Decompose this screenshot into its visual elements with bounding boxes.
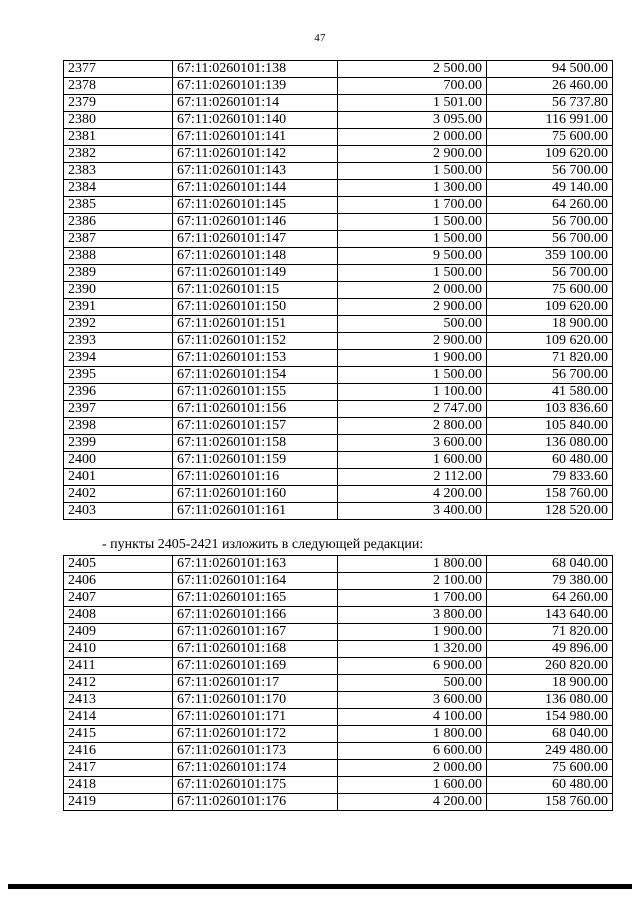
- area-cell: 1 900.00: [338, 624, 487, 641]
- cadastral-number-cell: 67:11:0260101:155: [173, 384, 338, 401]
- value-cell: 103 836.60: [487, 401, 613, 418]
- item-number-cell: 2382: [64, 146, 173, 163]
- value-cell: 116 991.00: [487, 112, 613, 129]
- cadastral-number-cell: 67:11:0260101:174: [173, 760, 338, 777]
- cadastral-number-cell: 67:11:0260101:169: [173, 658, 338, 675]
- page-number: 47: [314, 32, 326, 44]
- value-cell: 75 600.00: [487, 129, 613, 146]
- value-cell: 18 900.00: [487, 316, 613, 333]
- table-row: [64, 146, 613, 163]
- value-cell: 71 820.00: [487, 350, 613, 367]
- item-number-cell: 2409: [64, 624, 173, 641]
- area-cell: 1 320.00: [338, 641, 487, 658]
- value-cell: 359 100.00: [487, 248, 613, 265]
- cadastral-number-cell: 67:11:0260101:139: [173, 78, 338, 95]
- cadastral-number-cell: 67:11:0260101:140: [173, 112, 338, 129]
- table-row: [64, 61, 613, 78]
- value-cell: 249 480.00: [487, 743, 613, 760]
- table-row: [64, 78, 613, 95]
- table-row: [64, 401, 613, 418]
- value-cell: 56 700.00: [487, 265, 613, 282]
- cadastral-number-cell: 67:11:0260101:141: [173, 129, 338, 146]
- table-row: [64, 692, 613, 709]
- value-cell: 41 580.00: [487, 384, 613, 401]
- area-cell: 2 900.00: [338, 299, 487, 316]
- area-cell: 1 700.00: [338, 590, 487, 607]
- parcel-table-1: [63, 60, 613, 520]
- area-cell: 1 600.00: [338, 777, 487, 794]
- cadastral-number-cell: 67:11:0260101:148: [173, 248, 338, 265]
- cadastral-number-cell: 67:11:0260101:170: [173, 692, 338, 709]
- table-row: [64, 95, 613, 112]
- area-cell: 6 600.00: [338, 743, 487, 760]
- table-row: [64, 333, 613, 350]
- cadastral-number-cell: 67:11:0260101:146: [173, 214, 338, 231]
- item-number-cell: 2402: [64, 486, 173, 503]
- cadastral-number-cell: 67:11:0260101:14: [173, 95, 338, 112]
- cadastral-number-cell: 67:11:0260101:153: [173, 350, 338, 367]
- value-cell: 64 260.00: [487, 197, 613, 214]
- area-cell: 2 000.00: [338, 760, 487, 777]
- item-number-cell: 2415: [64, 726, 173, 743]
- table-row: [64, 248, 613, 265]
- value-cell: 49 896.00: [487, 641, 613, 658]
- item-number-cell: 2396: [64, 384, 173, 401]
- bottom-rule: [8, 884, 632, 889]
- area-cell: 3 400.00: [338, 503, 487, 520]
- cadastral-number-cell: 67:11:0260101:138: [173, 61, 338, 78]
- table-row: [64, 435, 613, 452]
- table-row: [64, 197, 613, 214]
- area-cell: 1 500.00: [338, 214, 487, 231]
- value-cell: 260 820.00: [487, 658, 613, 675]
- item-number-cell: 2392: [64, 316, 173, 333]
- item-number-cell: 2388: [64, 248, 173, 265]
- cadastral-number-cell: 67:11:0260101:145: [173, 197, 338, 214]
- table-row: [64, 794, 613, 811]
- value-cell: 79 833.60: [487, 469, 613, 486]
- item-number-cell: 2416: [64, 743, 173, 760]
- area-cell: 1 900.00: [338, 350, 487, 367]
- area-cell: 6 900.00: [338, 658, 487, 675]
- value-cell: 26 460.00: [487, 78, 613, 95]
- table-row: [64, 452, 613, 469]
- area-cell: 4 200.00: [338, 486, 487, 503]
- cadastral-number-cell: 67:11:0260101:143: [173, 163, 338, 180]
- value-cell: 56 700.00: [487, 214, 613, 231]
- table-row: [64, 282, 613, 299]
- cadastral-number-cell: 67:11:0260101:154: [173, 367, 338, 384]
- cadastral-number-cell: 67:11:0260101:152: [173, 333, 338, 350]
- item-number-cell: 2384: [64, 180, 173, 197]
- area-cell: 2 900.00: [338, 146, 487, 163]
- value-cell: 56 700.00: [487, 367, 613, 384]
- area-cell: 1 100.00: [338, 384, 487, 401]
- item-number-cell: 2403: [64, 503, 173, 520]
- cadastral-number-cell: 67:11:0260101:161: [173, 503, 338, 520]
- item-number-cell: 2413: [64, 692, 173, 709]
- cadastral-number-cell: 67:11:0260101:159: [173, 452, 338, 469]
- value-cell: 158 760.00: [487, 486, 613, 503]
- table-row: [64, 367, 613, 384]
- value-cell: 128 520.00: [487, 503, 613, 520]
- area-cell: 3 600.00: [338, 435, 487, 452]
- table-row: [64, 760, 613, 777]
- area-cell: 2 800.00: [338, 418, 487, 435]
- item-number-cell: 2386: [64, 214, 173, 231]
- table-row: [64, 743, 613, 760]
- area-cell: 3 095.00: [338, 112, 487, 129]
- cadastral-number-cell: 67:11:0260101:16: [173, 469, 338, 486]
- item-number-cell: 2399: [64, 435, 173, 452]
- item-number-cell: 2407: [64, 590, 173, 607]
- value-cell: 105 840.00: [487, 418, 613, 435]
- cadastral-number-cell: 67:11:0260101:164: [173, 573, 338, 590]
- parcel-table-2: [63, 555, 613, 811]
- value-cell: 75 600.00: [487, 282, 613, 299]
- table-row: [64, 350, 613, 367]
- area-cell: 1 300.00: [338, 180, 487, 197]
- area-cell: 1 500.00: [338, 231, 487, 248]
- value-cell: 136 080.00: [487, 435, 613, 452]
- table-row: [64, 163, 613, 180]
- cadastral-number-cell: 67:11:0260101:175: [173, 777, 338, 794]
- item-number-cell: 2397: [64, 401, 173, 418]
- area-cell: 1 500.00: [338, 367, 487, 384]
- cadastral-number-cell: 67:11:0260101:156: [173, 401, 338, 418]
- amendment-instruction: - пункты 2405-2421 изложить в следующей редакции:: [102, 537, 424, 552]
- cadastral-number-cell: 67:11:0260101:15: [173, 282, 338, 299]
- value-cell: 109 620.00: [487, 146, 613, 163]
- table-row: [64, 675, 613, 692]
- item-number-cell: 2411: [64, 658, 173, 675]
- value-cell: 109 620.00: [487, 299, 613, 316]
- table-row: [64, 180, 613, 197]
- area-cell: 2 000.00: [338, 129, 487, 146]
- table-row: [64, 709, 613, 726]
- cadastral-number-cell: 67:11:0260101:172: [173, 726, 338, 743]
- area-cell: 1 800.00: [338, 556, 487, 573]
- item-number-cell: 2387: [64, 231, 173, 248]
- area-cell: 2 900.00: [338, 333, 487, 350]
- value-cell: 79 380.00: [487, 573, 613, 590]
- value-cell: 154 980.00: [487, 709, 613, 726]
- value-cell: 143 640.00: [487, 607, 613, 624]
- cadastral-number-cell: 67:11:0260101:157: [173, 418, 338, 435]
- cadastral-number-cell: 67:11:0260101:173: [173, 743, 338, 760]
- value-cell: 75 600.00: [487, 760, 613, 777]
- table-row: [64, 265, 613, 282]
- value-cell: 68 040.00: [487, 726, 613, 743]
- area-cell: 700.00: [338, 78, 487, 95]
- item-number-cell: 2385: [64, 197, 173, 214]
- item-number-cell: 2419: [64, 794, 173, 811]
- cadastral-number-cell: 67:11:0260101:163: [173, 556, 338, 573]
- cadastral-number-cell: 67:11:0260101:166: [173, 607, 338, 624]
- cadastral-number-cell: 67:11:0260101:167: [173, 624, 338, 641]
- item-number-cell: 2391: [64, 299, 173, 316]
- item-number-cell: 2410: [64, 641, 173, 658]
- table-row: [64, 231, 613, 248]
- item-number-cell: 2377: [64, 61, 173, 78]
- value-cell: 60 480.00: [487, 452, 613, 469]
- cadastral-number-cell: 67:11:0260101:144: [173, 180, 338, 197]
- item-number-cell: 2381: [64, 129, 173, 146]
- table-row: [64, 573, 613, 590]
- value-cell: 56 700.00: [487, 231, 613, 248]
- area-cell: 2 500.00: [338, 61, 487, 78]
- value-cell: 158 760.00: [487, 794, 613, 811]
- item-number-cell: 2417: [64, 760, 173, 777]
- table-row: [64, 486, 613, 503]
- item-number-cell: 2418: [64, 777, 173, 794]
- cadastral-number-cell: 67:11:0260101:176: [173, 794, 338, 811]
- table-row: [64, 469, 613, 486]
- cadastral-number-cell: 67:11:0260101:149: [173, 265, 338, 282]
- item-number-cell: 2395: [64, 367, 173, 384]
- item-number-cell: 2401: [64, 469, 173, 486]
- table-row: [64, 503, 613, 520]
- item-number-cell: 2408: [64, 607, 173, 624]
- area-cell: 2 100.00: [338, 573, 487, 590]
- area-cell: 3 600.00: [338, 692, 487, 709]
- item-number-cell: 2398: [64, 418, 173, 435]
- value-cell: 60 480.00: [487, 777, 613, 794]
- table-row: [64, 129, 613, 146]
- value-cell: 109 620.00: [487, 333, 613, 350]
- table-row: [64, 556, 613, 573]
- area-cell: 1 500.00: [338, 265, 487, 282]
- table-row: [64, 726, 613, 743]
- area-cell: 2 000.00: [338, 282, 487, 299]
- area-cell: 1 800.00: [338, 726, 487, 743]
- cadastral-number-cell: 67:11:0260101:142: [173, 146, 338, 163]
- item-number-cell: 2378: [64, 78, 173, 95]
- cadastral-number-cell: 67:11:0260101:168: [173, 641, 338, 658]
- value-cell: 18 900.00: [487, 675, 613, 692]
- table-row: [64, 641, 613, 658]
- item-number-cell: 2380: [64, 112, 173, 129]
- area-cell: 2 112.00: [338, 469, 487, 486]
- item-number-cell: 2394: [64, 350, 173, 367]
- value-cell: 136 080.00: [487, 692, 613, 709]
- table-row: [64, 590, 613, 607]
- area-cell: 4 100.00: [338, 709, 487, 726]
- table-row: [64, 624, 613, 641]
- item-number-cell: 2412: [64, 675, 173, 692]
- cadastral-number-cell: 67:11:0260101:150: [173, 299, 338, 316]
- area-cell: 500.00: [338, 675, 487, 692]
- value-cell: 56 737.80: [487, 95, 613, 112]
- item-number-cell: 2406: [64, 573, 173, 590]
- area-cell: 500.00: [338, 316, 487, 333]
- table-row: [64, 214, 613, 231]
- value-cell: 56 700.00: [487, 163, 613, 180]
- value-cell: 94 500.00: [487, 61, 613, 78]
- table-row: [64, 384, 613, 401]
- table-row: [64, 658, 613, 675]
- cadastral-number-cell: 67:11:0260101:17: [173, 675, 338, 692]
- item-number-cell: 2389: [64, 265, 173, 282]
- area-cell: 1 700.00: [338, 197, 487, 214]
- table-row: [64, 607, 613, 624]
- item-number-cell: 2393: [64, 333, 173, 350]
- value-cell: 49 140.00: [487, 180, 613, 197]
- table-row: [64, 299, 613, 316]
- value-cell: 68 040.00: [487, 556, 613, 573]
- area-cell: 4 200.00: [338, 794, 487, 811]
- area-cell: 9 500.00: [338, 248, 487, 265]
- cadastral-number-cell: 67:11:0260101:158: [173, 435, 338, 452]
- table-row: [64, 777, 613, 794]
- area-cell: 1 501.00: [338, 95, 487, 112]
- item-number-cell: 2379: [64, 95, 173, 112]
- value-cell: 71 820.00: [487, 624, 613, 641]
- value-cell: 64 260.00: [487, 590, 613, 607]
- cadastral-number-cell: 67:11:0260101:165: [173, 590, 338, 607]
- cadastral-number-cell: 67:11:0260101:160: [173, 486, 338, 503]
- table-row: [64, 418, 613, 435]
- item-number-cell: 2400: [64, 452, 173, 469]
- table-row: [64, 316, 613, 333]
- item-number-cell: 2414: [64, 709, 173, 726]
- area-cell: 3 800.00: [338, 607, 487, 624]
- area-cell: 1 500.00: [338, 163, 487, 180]
- table-row: [64, 112, 613, 129]
- area-cell: 2 747.00: [338, 401, 487, 418]
- item-number-cell: 2383: [64, 163, 173, 180]
- area-cell: 1 600.00: [338, 452, 487, 469]
- item-number-cell: 2390: [64, 282, 173, 299]
- cadastral-number-cell: 67:11:0260101:147: [173, 231, 338, 248]
- cadastral-number-cell: 67:11:0260101:151: [173, 316, 338, 333]
- cadastral-number-cell: 67:11:0260101:171: [173, 709, 338, 726]
- item-number-cell: 2405: [64, 556, 173, 573]
